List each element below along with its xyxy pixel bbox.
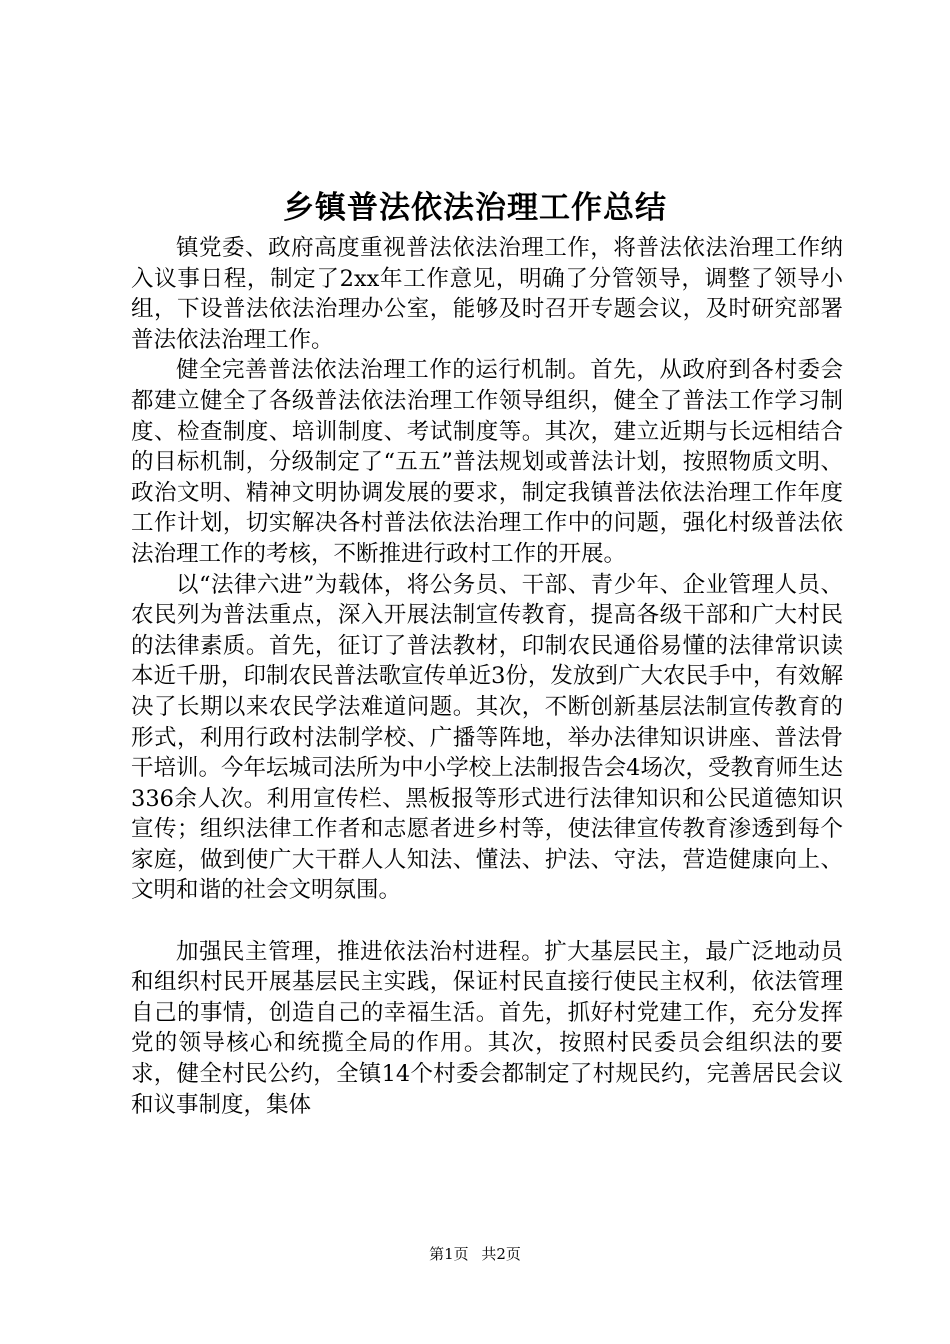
page-number: 第1页 xyxy=(429,1245,469,1263)
document-title: 乡镇普法依法治理工作总结 xyxy=(283,190,667,226)
page-total: 共2页 xyxy=(481,1245,521,1263)
page-footer xyxy=(0,1243,950,1265)
paragraph-4: 加强民主管理，推进依法治村进程。扩大基层民主，最广泛地动员和组织村民开展基层民主实践，保证村民直接行使民主权利，依法管理自己的事情，创造自己的幸福生活。首先，抓好村党建工作，充分发挥党的领导核心和统揽全局的作用。其次，按照村民委员会组织法的要求，健全村民公约，全镇14个村委会都制定了村规民约，完善居民会议和议事制度，集体 xyxy=(131,938,843,1118)
paragraph-3: 以“法律六进”为载体，将公务员、干部、青少年、企业管理人员、农民列为普法重点，深入开展法制宣传教育，提高各级干部和广大村民的法律素质。首先，征订了普法教材，印制农民通俗易懂的法律常识读本近千册，印制农民普法歌宣传单近3份，发放到广大农民手中，有效解决了长期以来农民学法难道问题。其次，不断创新基层法制宣传教育的形式，利用行政村法制学校、广播等阵地，举办法律知识讲座、普法骨干培训。今年坛城司法所为中小学校上法制报告会4场次，受教育师生达336余人次。利用宣传栏、黑板报等形式进行法律知识和公民道德知识宣传；组织法律工作者和志愿者进乡村等，使法律宣传教育渗透到每个家庭，做到使广大干群人人知法、懂法、护法、守法，营造健康向上、文明和谐的社会文明氛围。 xyxy=(131,571,843,904)
document-body xyxy=(131,233,843,1120)
paragraph-1: 镇党委、政府高度重视普法依法治理工作，将普法依法治理工作纳入议事日程，制定了2xx年工作意见，明确了分管领导，调整了领导小组，下设普法依法治理办公室，能够及时召开专题会议，及时研究部署普法依法治理工作。 xyxy=(131,235,843,353)
paragraph-2: 健全完善普法依法治理工作的运行机制。首先，从政府到各村委会都建立健全了各级普法依法治理工作领导组织，健全了普法工作学习制度、检查制度、培训制度、考试制度等。其次，建立近期与长远相结合的目标机制，分级制定了“五五”普法规划或普法计划，按照物质文明、政治文明、精神文明协调发展的要求，制定我镇普法依法治理工作年度工作计划，切实解决各村普法依法治理工作中的问题，强化村级普法依法治理工作的考核，不断推进行政村工作的开展。 xyxy=(131,357,843,567)
